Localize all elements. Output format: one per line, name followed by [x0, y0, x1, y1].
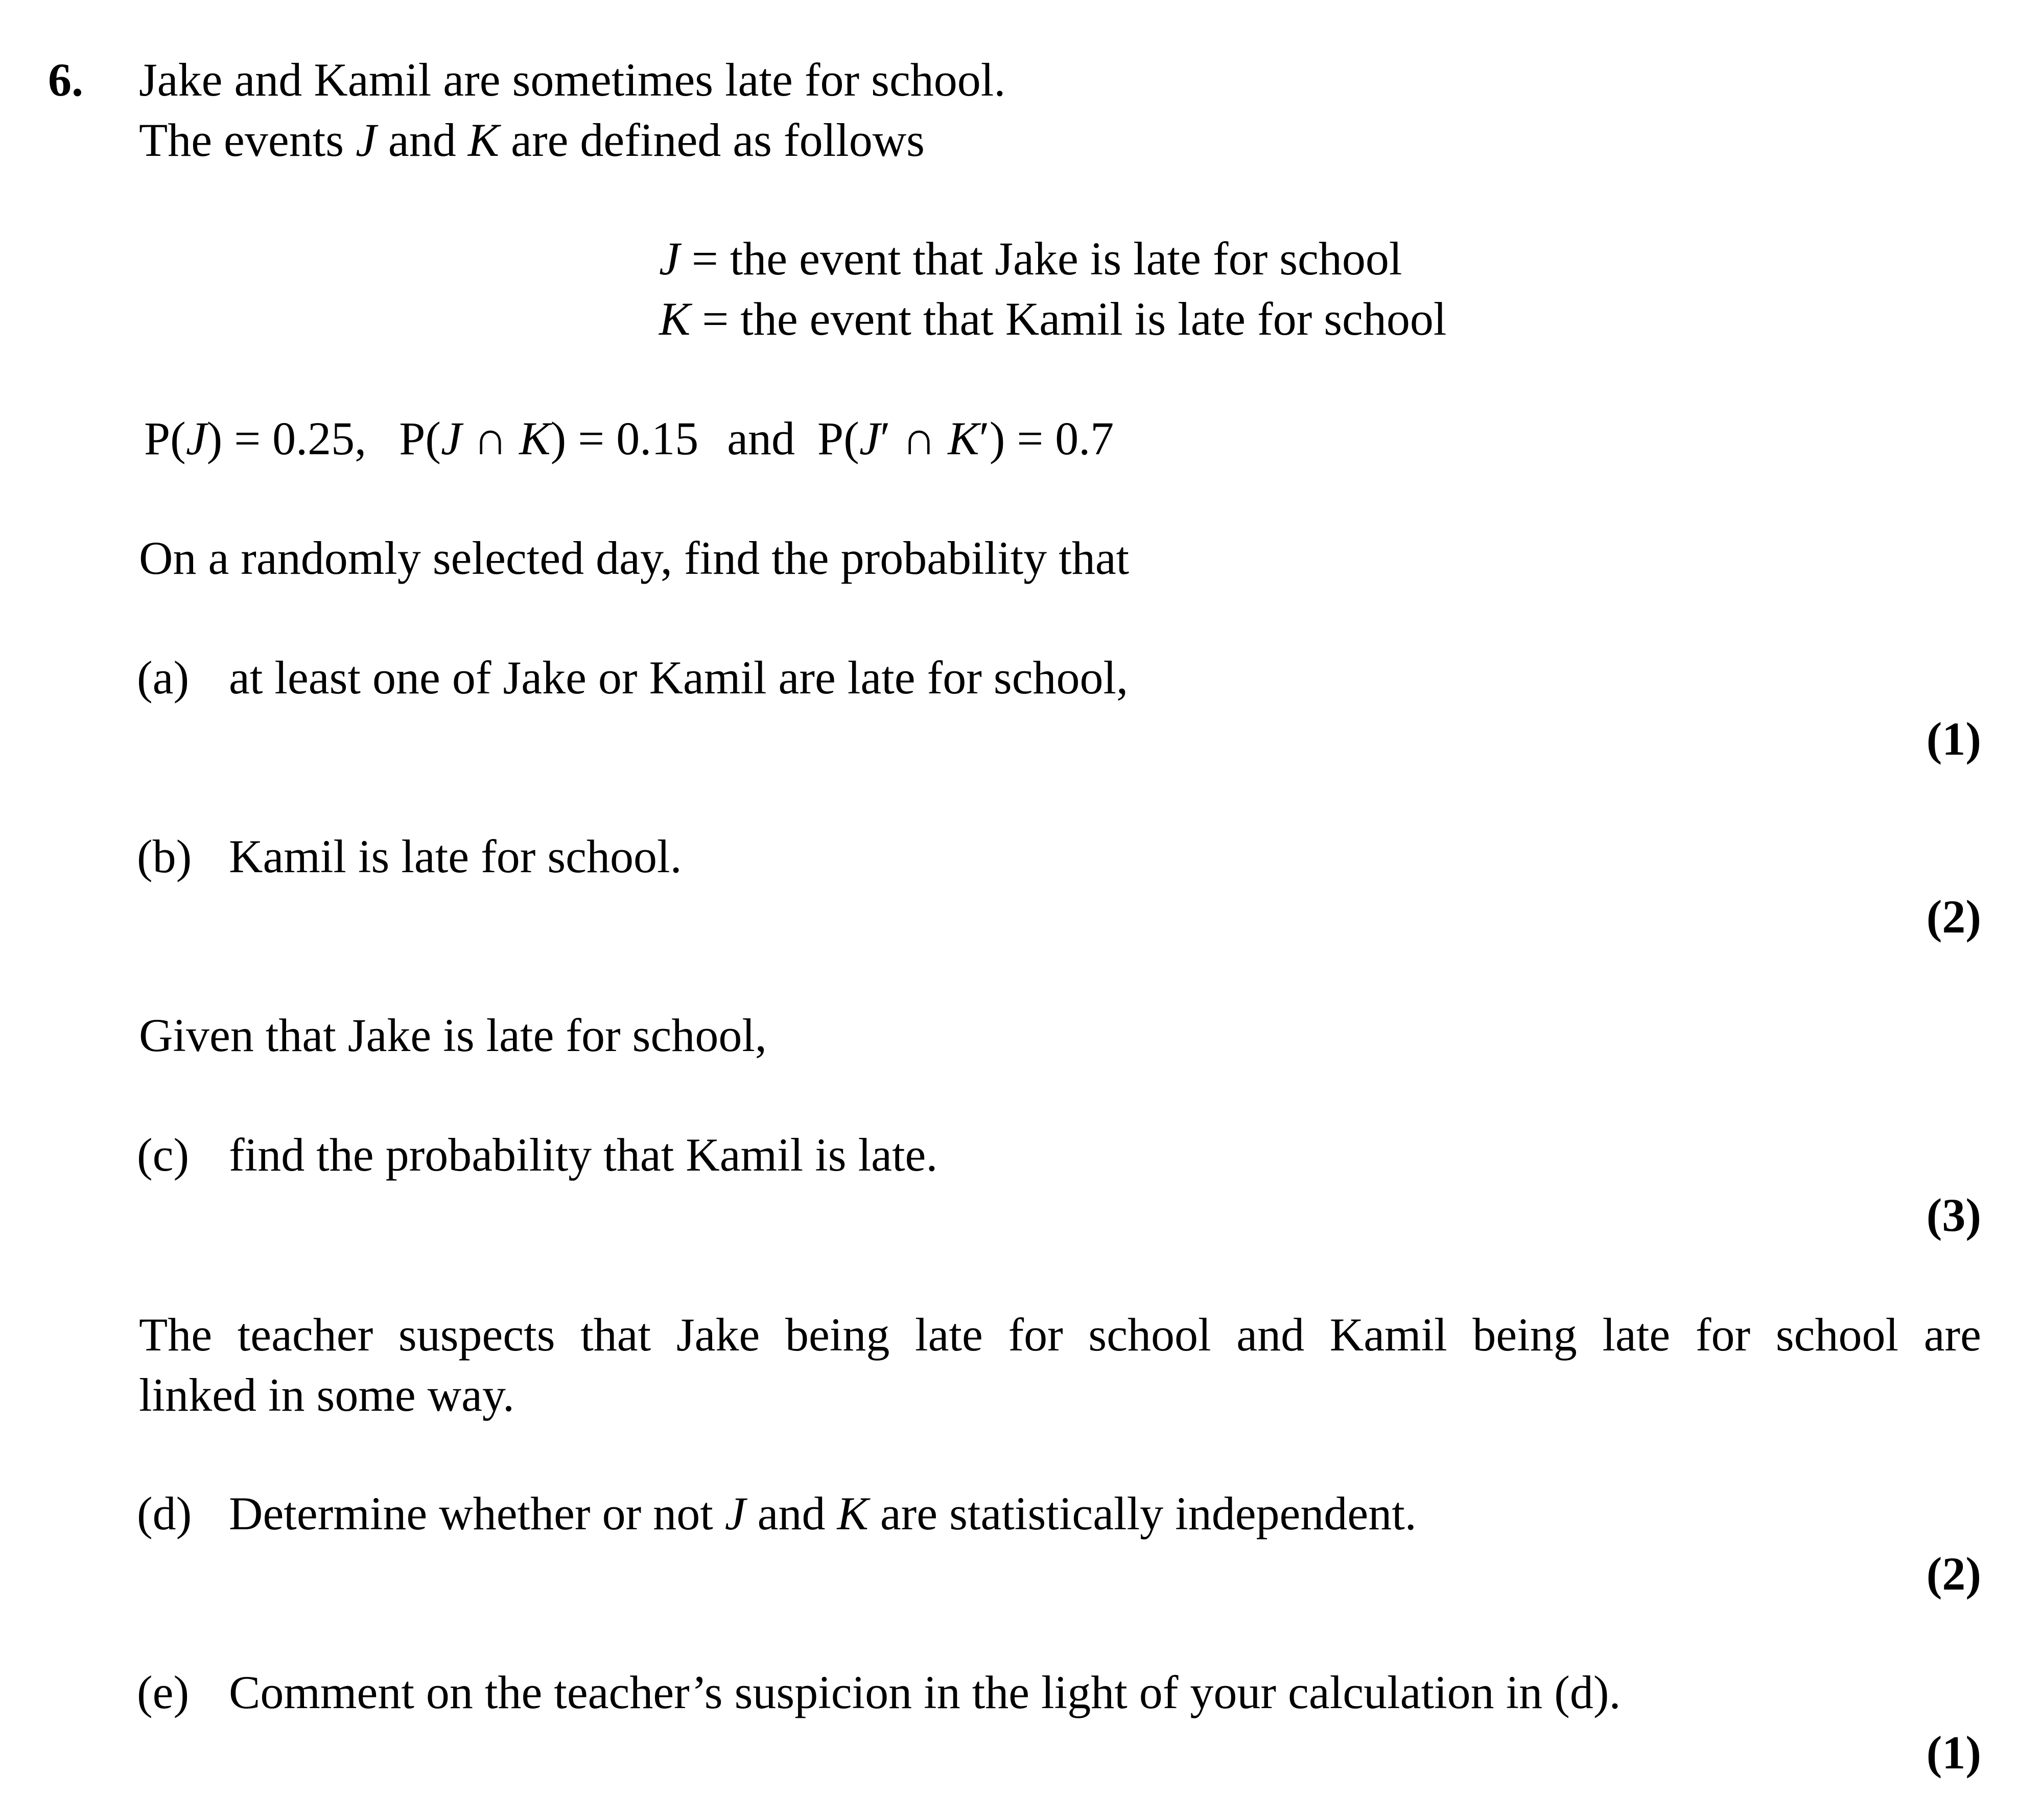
part-b-label: (b) — [137, 830, 192, 882]
teacher-line-1: The teacher suspects that Jake being late for school and Kamil being late for school are — [139, 1309, 1981, 1361]
teacher-line-2: linked in some way. — [139, 1369, 515, 1421]
prob-njnk-open: P( — [817, 412, 859, 464]
prob-jk-var-k: K — [519, 412, 551, 464]
intro-text-post: are defined as follows — [499, 114, 925, 166]
part-d-text-pre: Determine whether or not — [229, 1487, 725, 1539]
part-d-marks: (2) — [1926, 1548, 1981, 1600]
part-a-marks: (1) — [1926, 713, 1981, 765]
prob-j-var: J — [185, 412, 207, 464]
part-c-marks: (3) — [1926, 1189, 1981, 1241]
intro-text-mid: and — [376, 114, 468, 166]
prob-not-j-and-not-k — [817, 412, 1114, 464]
prob-jk-close: ) = 0.15 — [550, 412, 699, 464]
part-d-var-k: K — [837, 1487, 868, 1539]
prime-mark-j: ′ — [880, 412, 890, 464]
part-b-text: Kamil is late for school. — [229, 830, 682, 882]
given-probabilities — [144, 412, 1114, 464]
prime-mark-k: ′ — [979, 412, 990, 464]
and-word: and — [727, 412, 795, 464]
part-d-text — [229, 1487, 1417, 1539]
intro-text-pre: The events — [139, 114, 356, 166]
intersection-symbol-2: ∩ — [890, 412, 948, 464]
part-d-label: (d) — [137, 1487, 192, 1539]
prob-jk-var-j: J — [441, 412, 462, 464]
part-d-text-post: are statistically independent. — [868, 1487, 1417, 1539]
definition-j-text: = the event that Jake is late for school — [679, 232, 1402, 285]
part-b-marks: (2) — [1926, 891, 1981, 943]
part-c-text: find the probability that Kamil is late. — [229, 1129, 938, 1181]
part-d-var-j: J — [724, 1487, 746, 1539]
part-e-text: Comment on the teacher’s suspicion in the light of your calculation in (d). — [229, 1666, 1621, 1718]
intro-line-2 — [139, 116, 925, 164]
definition-k — [659, 293, 1447, 345]
part-c-label: (c) — [137, 1129, 190, 1181]
part-a-text: at least one of Jake or Kamil are late for school, — [229, 651, 1129, 704]
part-e-label: (e) — [137, 1666, 190, 1718]
event-j-symbol: J — [356, 114, 377, 166]
definition-j-symbol: J — [659, 232, 680, 285]
part-a-label: (a) — [137, 651, 190, 704]
event-k-symbol: K — [467, 114, 500, 166]
prob-j-open: P( — [144, 412, 186, 464]
intersection-symbol: ∩ — [461, 412, 520, 464]
intro-line-1: Jake and Kamil are sometimes late for school. — [139, 54, 1006, 106]
prob-njnk-close: ) = 0.7 — [989, 412, 1114, 464]
definition-k-text: = the event that Kamil is late for school — [690, 293, 1447, 345]
given-that-text: Given that Jake is late for school, — [139, 1009, 767, 1061]
prob-j — [144, 412, 366, 464]
prob-njnk-var-j: J — [859, 412, 880, 464]
definition-j — [659, 232, 1402, 285]
prob-j-and-k — [399, 412, 698, 464]
prompt-text: On a randomly selected day, find the probability that — [139, 532, 1130, 584]
prob-njnk-var-k: K — [948, 412, 979, 464]
definition-k-symbol: K — [659, 293, 691, 345]
part-d-text-mid: and — [745, 1487, 837, 1539]
question-number: 6. — [48, 54, 83, 106]
prob-j-close: ) = 0.25, — [206, 412, 367, 464]
part-e-marks: (1) — [1926, 1726, 1981, 1779]
prob-jk-open: P( — [399, 412, 441, 464]
